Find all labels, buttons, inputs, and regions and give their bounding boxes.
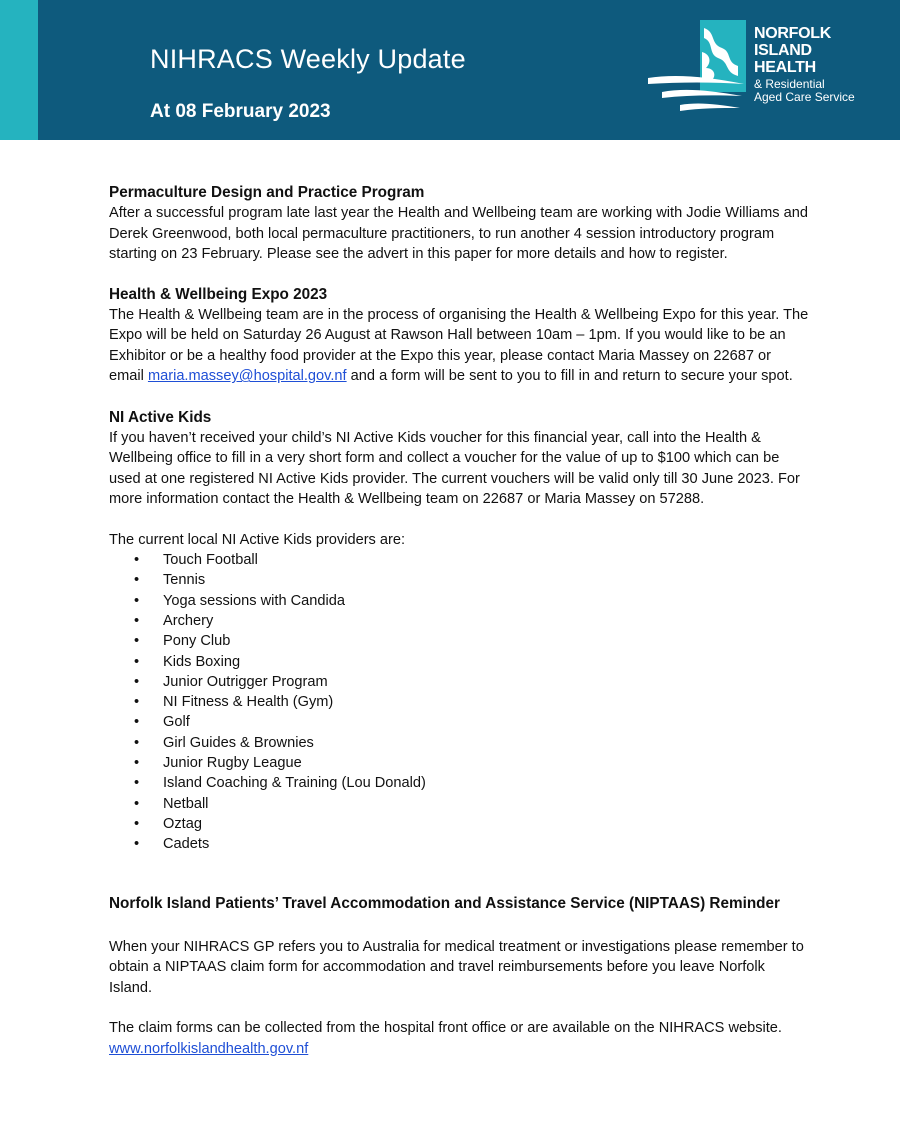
bullet-icon: • (134, 775, 140, 792)
bullet-icon: • (134, 612, 140, 629)
provider-name: Tennis (163, 572, 206, 589)
bullet-icon: • (134, 836, 140, 853)
logo-text-line4: & Residential (754, 77, 825, 91)
provider-list-item (109, 591, 809, 611)
bullet-icon: • (134, 572, 140, 589)
provider-name: Yoga sessions with Candida (163, 592, 346, 609)
bullet-icon: • (134, 633, 140, 650)
body-text: The claim forms can be collected from the hospital front office or are available on the NIHRACS website. (109, 1020, 795, 1037)
provider-list-item (109, 570, 809, 590)
provider-list-item (109, 611, 809, 631)
email-link[interactable]: maria.massey@hospital.gov.nf (147, 368, 347, 385)
provider-name: Junior Rugby League (163, 755, 302, 772)
website-link[interactable]: www.norfolkislandhealth.gov.nf (109, 1040, 309, 1057)
bullet-icon: • (134, 815, 140, 832)
logo-text-line1: NORFOLK (754, 25, 832, 42)
provider-name: Archery (163, 612, 214, 629)
section-body (109, 305, 809, 387)
bullet-icon: • (134, 795, 140, 812)
bullet-icon: • (134, 734, 140, 751)
provider-name: Touch Football (163, 552, 258, 569)
section-permaculture (109, 183, 809, 265)
bullet-icon: • (134, 694, 140, 711)
norfolk-island-health-logo (644, 18, 874, 122)
provider-list-item (109, 672, 809, 692)
provider-list-item (109, 550, 809, 570)
section-active-kids (109, 408, 809, 855)
provider-name: Golf (163, 714, 190, 731)
provider-name: Kids Boxing (163, 653, 241, 670)
bullet-icon: • (134, 755, 140, 772)
section-body (109, 1018, 809, 1059)
logo-text-line5: Aged Care Service (754, 90, 855, 104)
provider-list-item (109, 692, 809, 712)
provider-list-item (109, 753, 809, 773)
section-body: After a successful program late last year the Health and Wellbeing team are working with Jodie Williams and Derek Greenwood, both local permaculture practitioners, to run another 4 session introductory program starting on 23 February. Please see the advert in this paper for more details and how to register. (109, 205, 808, 263)
section-heading: Permaculture Design and Practice Program (109, 184, 425, 201)
page-header (0, 0, 900, 140)
logo-mark-icon (644, 18, 754, 122)
provider-name: Oztag (163, 815, 202, 832)
bullet-icon: • (134, 653, 140, 670)
provider-name: Netball (163, 795, 209, 812)
provider-name: Girl Guides & Brownies (163, 734, 314, 751)
provider-name: Pony Club (163, 633, 231, 650)
logo-text-line2: ISLAND (754, 42, 812, 59)
bullet-icon: • (134, 592, 140, 609)
header-accent-bar (0, 0, 38, 140)
section-heading: Norfolk Island Patients’ Travel Accommodation and Assistance Service (NIPTAAS) Reminder (109, 894, 780, 912)
newsletter-content (109, 183, 809, 1059)
section-heading: NI Active Kids (109, 408, 212, 426)
body-text: and a form will be sent to you to fill in and return to secure your spot. (346, 368, 793, 385)
section-body: If you haven’t received your child’s NI Active Kids voucher for this financial year, call into the Health & Wellbeing office to fill in a very short form and collect a voucher for the value of up to $100 which can be used at one registered NI Active Kids provider. The current vouchers will be valid only till 30 June 2023. For more information contact the Health & Wellbeing team on 22687 or Maria Massey on 57288. (109, 430, 800, 508)
provider-name: Island Coaching & Training (Lou Donald) (163, 775, 426, 792)
provider-name: Cadets (163, 836, 210, 853)
section-heading: Health & Wellbeing Expo 2023 (109, 285, 328, 303)
provider-list-item (109, 834, 809, 854)
section-body: When your NIHRACS GP refers you to Australia for medical treatment or investigations please remember to obtain a NIPTAAS claim form for accommodation and travel reimbursements before you leave Norfolk Island. (109, 938, 804, 996)
provider-list-item (109, 814, 809, 834)
bullet-icon: • (134, 714, 140, 731)
provider-list-item (109, 733, 809, 753)
bullet-icon: • (134, 673, 140, 690)
providers-list (109, 550, 809, 854)
provider-list-item (109, 652, 809, 672)
provider-list-item (109, 773, 809, 793)
page-date: At 08 February 2023 (150, 101, 331, 122)
body-text: The Health & Wellbeing team are in the process of organising the Health & Wellbeing Expo for this year. The Expo will be held on Saturday 26 August at Rawson Hall between 10am – 1pm. If you would like to be an Exhibitor or be a healthy food provider at the Expo this year, please contact Maria Massey on 22687 or email (109, 307, 809, 385)
provider-list-item (109, 712, 809, 732)
providers-intro: The current local NI Active Kids providers are: (109, 531, 406, 548)
provider-list-item (109, 631, 809, 651)
provider-name: Junior Outrigger Program (163, 673, 328, 690)
logo-text-line3: HEALTH (754, 59, 816, 76)
section-niptaas (109, 894, 809, 1059)
bullet-icon: • (134, 552, 140, 569)
page-title: NIHRACS Weekly Update (150, 44, 466, 74)
provider-name: NI Fitness & Health (Gym) (163, 694, 334, 711)
provider-list-item (109, 794, 809, 814)
section-expo (109, 285, 809, 387)
